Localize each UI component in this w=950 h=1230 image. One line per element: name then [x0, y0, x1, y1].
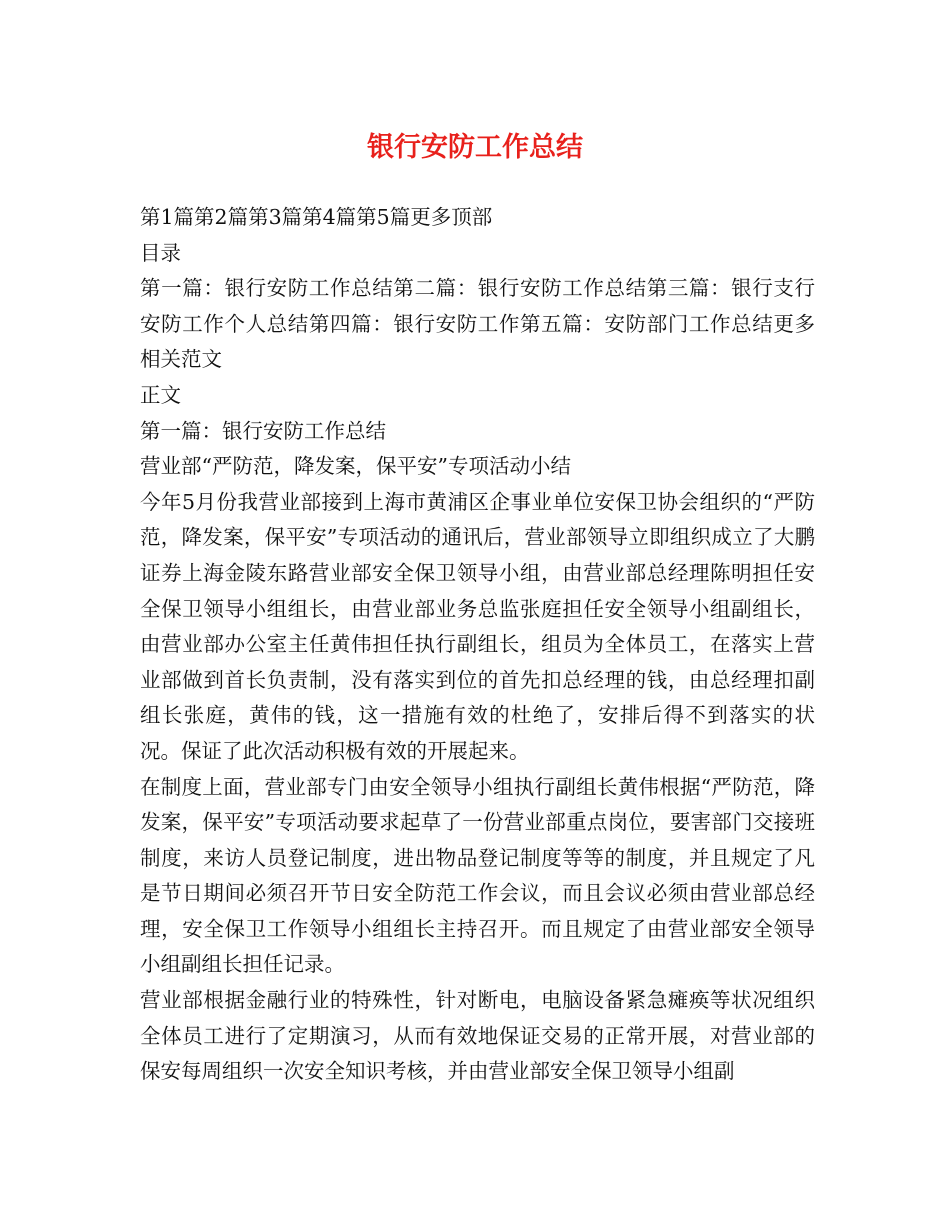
article-subheading: 营业部“严防范，降发案，保平安”专项活动小结: [140, 454, 571, 479]
document-title: 银行安防工作总结: [367, 132, 583, 163]
toc-items: 第一篇：银行安防工作总结第二篇：银行安防工作总结第三篇：银行支行安防工作个人总结第四篇：银行安防工作第五篇：安防部门工作总结更多相关范文: [140, 276, 815, 372]
toc-heading: 目录: [140, 240, 181, 265]
paragraph: 营业部根据金融行业的特殊性，针对断电，电脑设备紧急瘫痪等状况组织全体员工进行了定期演习，从而有效地保证交易的正常开展，对营业部的保安每周组织一次安全知识考核，并由营业部安全保卫领导小组副: [140, 988, 815, 1084]
nav-links: 第1篇第2篇第3篇第4篇第5篇更多顶部: [140, 205, 493, 229]
article-heading: 第一篇：银行安防工作总结: [140, 418, 386, 443]
paragraph: 在制度上面，营业部专门由安全领导小组执行副组长黄伟根据“严防范，降发案，保平安”专项活动要求起草了一份营业部重点岗位，要害部门交接班制度，来访人员登记制度，进出物品登记制度等等的制度，并且规定了凡是节日期间必须召开节日安全防范工作会议，而且会议必须由营业部总经理，安全保卫工作领导小组组长主持召开。而且规定了由营业部安全领导小组副组长担任记录。: [140, 774, 815, 977]
document-body: [140, 200, 815, 1090]
paragraph: 今年5月份我营业部接到上海市黄浦区企事业单位安保卫协会组织的“严防范，降发案，保平安”专项活动的通讯后，营业部领导立即组织成立了大鹏证券上海金陵东路营业部安全保卫领导小组，由营业部总经理陈明担任安全保卫领导小组组长，由营业部业务总监张庭担任安全领导小组副组长，由营业部办公室主任黄伟担任执行副组长，组员为全体员工，在落实上营业部做到首长负责制，没有落实到位的首先扣总经理的钱，由总经理扣副组长张庭，黄伟的钱，这一措施有效的杜绝了，安排后得不到落实的状况。保证了此次活动积极有效的开展起来。: [140, 489, 815, 763]
body-heading: 正文: [140, 382, 181, 407]
